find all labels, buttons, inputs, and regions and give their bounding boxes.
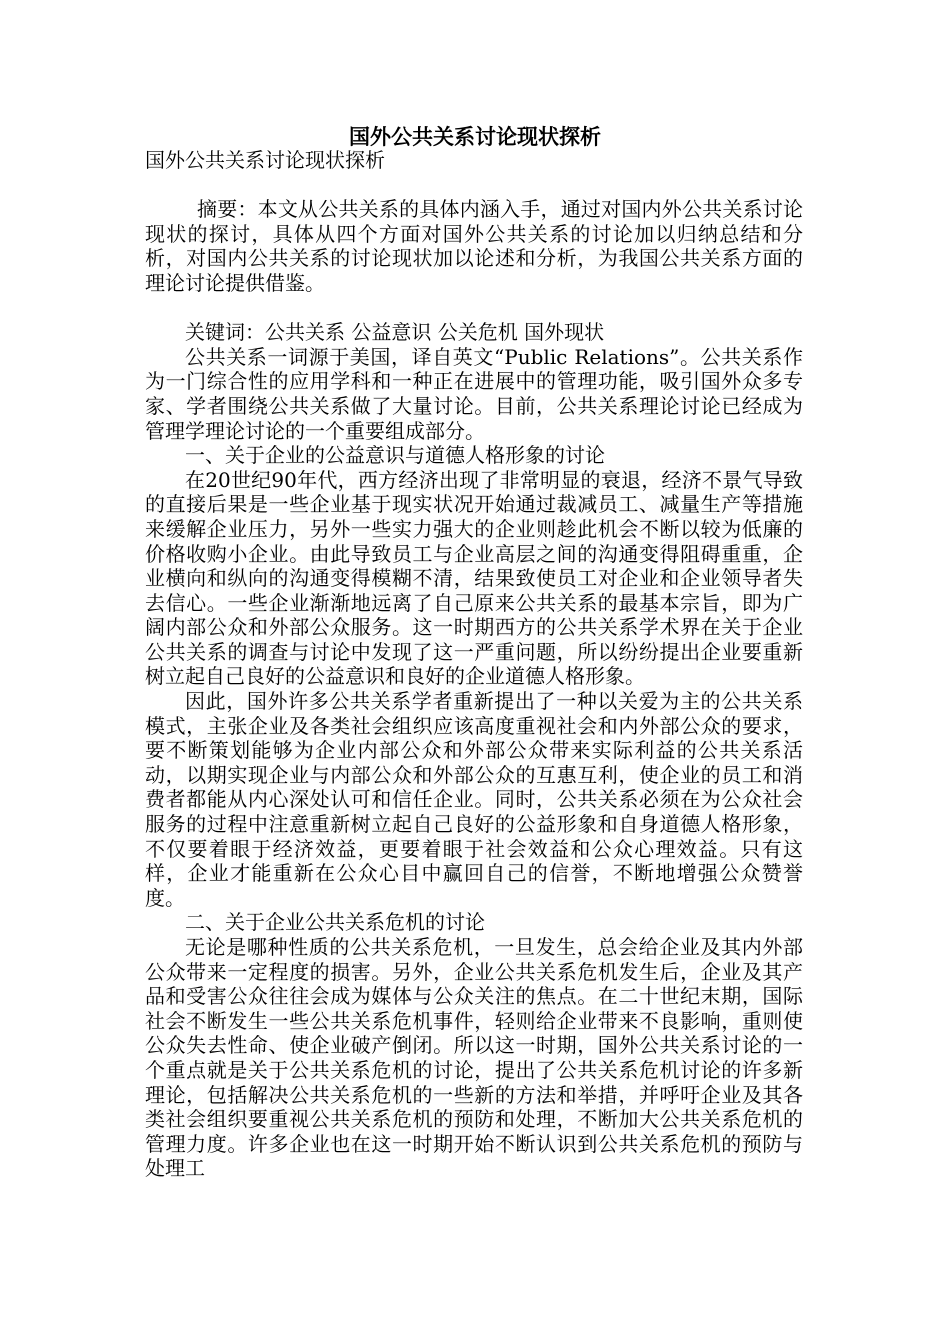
section-heading: 二、关于企业公共关系危机的讨论 [185, 910, 485, 935]
body-paragraph: 在20世纪90年代，西方经济出现了非常明显的衰退，经济不景气导致的直接后果是一些企业基于现实状况开始通过裁减员工、减量生产等措施来缓解企业压力，另外一些实力强大的企业则趁此机会不断以较为低廉的价格收购小企业。由此导致员工与企业高层之间的沟通变得阻碍重重，企业横向和纵向的沟通变得模糊不清，结果致使员工对企业和企业领导者失去信心。一些企业渐渐地远离了自己原来公共关系的最基本宗旨，即为广阔内部公众和外部公众服务。这一时期西方的公共关系学术界在关于企业公共关系的调查与讨论中发现了这一严重问题，所以纷纷提出企业要重新树立起自己良好的公益意识和良好的企业道德人格形象。 [145, 467, 803, 689]
spacer [145, 173, 803, 198]
keywords-line: 关键词：公共关系 公益意识 公关危机 国外现状 [185, 320, 605, 345]
body-paragraph: 无论是哪种性质的公共关系危机，一旦发生，总会给企业及其内外部公众带来一定程度的损害。另外，企业公共关系危机发生后，企业及其产品和受害公众往往会成为媒体与公众关注的焦点。在二十世纪末期，国际社会不断发生一些公共关系危机事件，轻则给企业带来不良影响，重则使公众失去性命、使企业破产倒闭。所以这一时期，国外公共关系讨论的一个重点就是关于公共关系危机的讨论，提出了公共关系危机讨论的许多新理论，包括解决公共关系危机的一些新的方法和举措，并呼吁企业及其各类社会组织要重视公共关系危机的预防和处理，不断加大公共关系危机的管理力度。许多企业也在这一时期开始不断认识到公共关系危机的预防与处理工 [145, 935, 803, 1181]
document-title: 国外公共关系讨论现状探析 [349, 125, 601, 149]
body-paragraph: 因此，国外许多公共关系学者重新提出了一种以关爱为主的公共关系模式，主张企业及各类社会组织应该高度重视社会和内外部公众的要求，要不断策划能够为企业内部公众和外部公众带来实际利益的公共关系活动，以期实现企业与内部公众和外部公众的互惠互利，使企业的员工和消费者都能从内心深处认可和信任企业。同时，公共关系必须在为公众社会服务的过程中注意重新树立起自己良好的公益形象和自身道德人格形象，不仅要着眼于经济效益，更要着眼于社会效益和公众心理效益。只有这样，企业才能重新在公众心目中赢回自己的信誉，不断地增强公众赞誉度。 [145, 689, 803, 910]
document-subtitle: 国外公共关系讨论现状探析 [145, 148, 385, 172]
section-heading: 一、关于企业的公益意识与道德人格形象的讨论 [185, 443, 605, 468]
document-body [145, 148, 803, 1181]
body-paragraph: 公共关系一词源于美国，译自英文“Public Relations”。公共关系作为一门综合性的应用学科和一种正在进展中的管理功能，吸引国外众多专家、学者围绕公共关系做了大量讨论。目前，公共关系理论讨论已经成为管理学理论讨论的一个重要组成部分。 [145, 344, 803, 443]
abstract-paragraph: 摘要：本文从公共关系的具体内涵入手，通过对国内外公共关系讨论现状的探讨，具体从四个方面对国外公共关系的讨论加以归纳总结和分析，对国内公共关系的讨论现状加以论述和分析，为我国公共关系方面的理论讨论提供借鉴。 [145, 197, 803, 295]
spacer [145, 296, 803, 321]
